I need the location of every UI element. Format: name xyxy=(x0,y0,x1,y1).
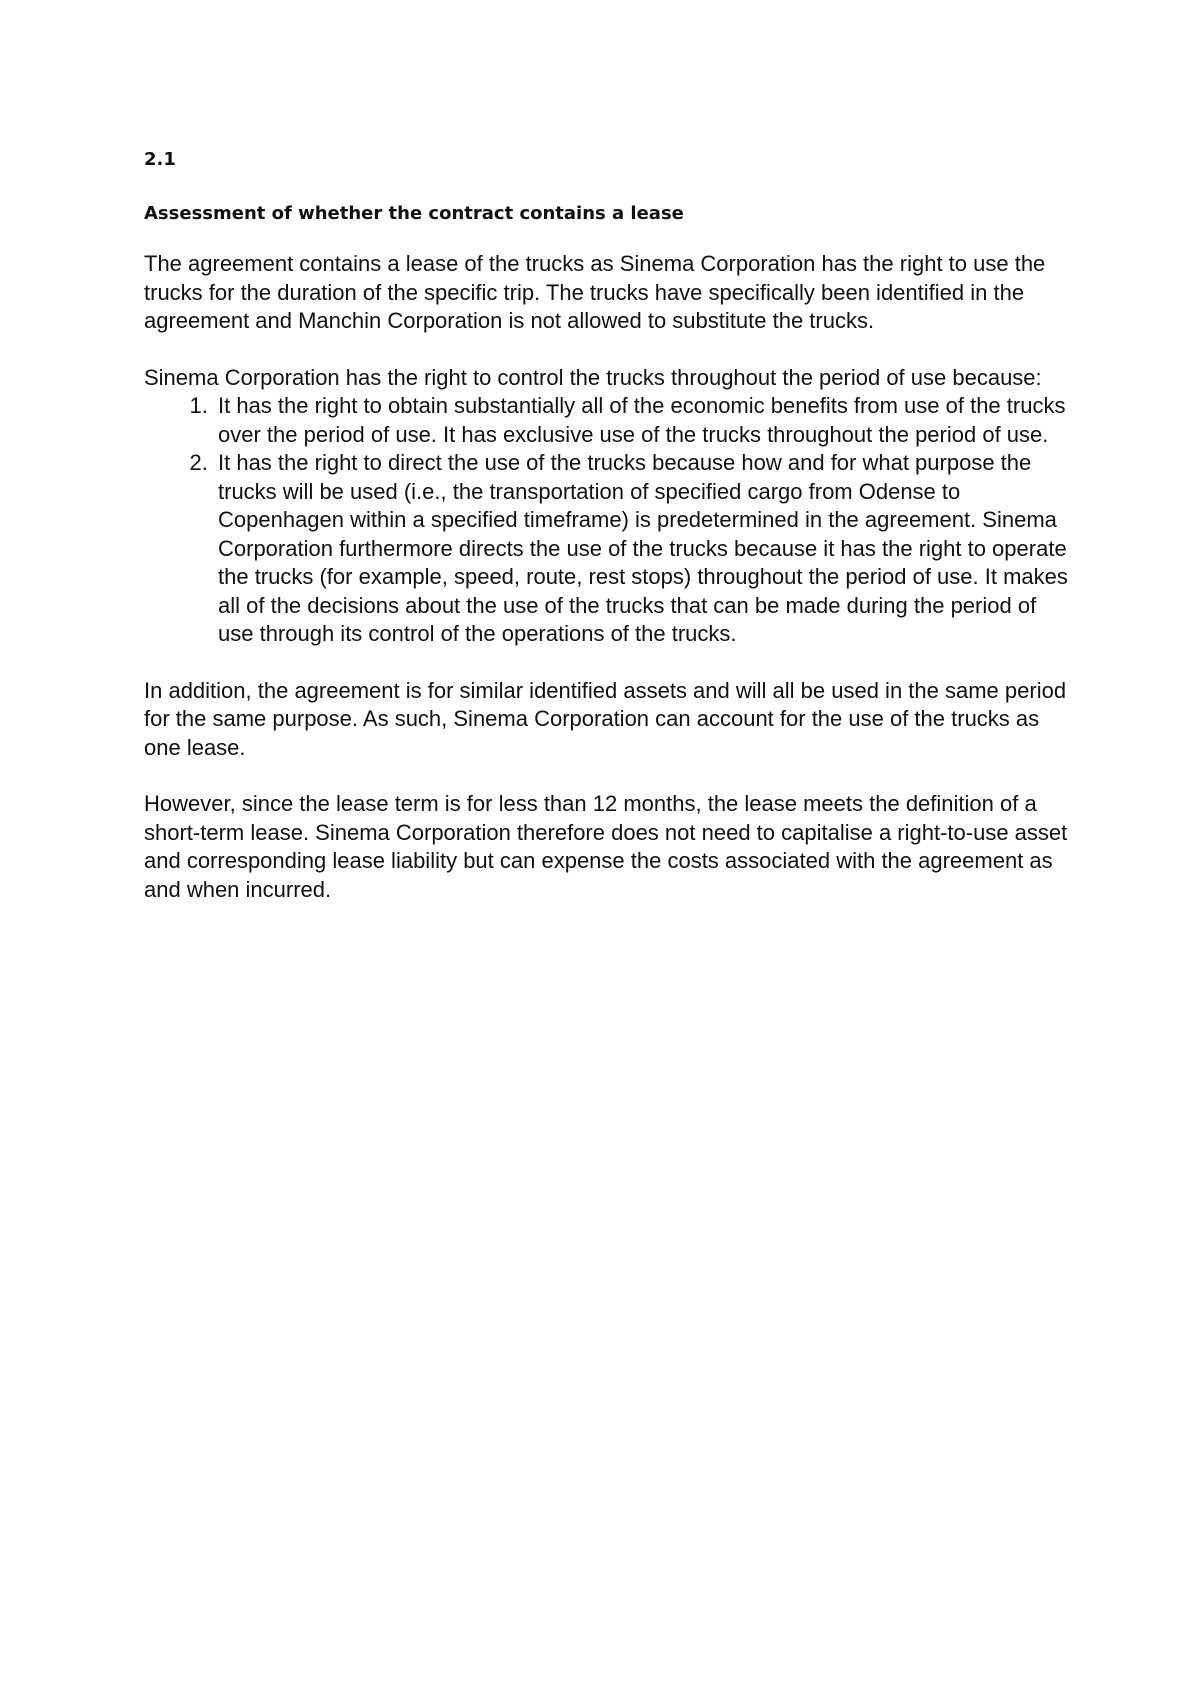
paragraph-lease-identification: The agreement contains a lease of the trucks as Sinema Corporation has the right to use the trucks for the duration of the specific trip. The trucks have specifically been identified in the agreement and Manchin Corporation is not allowed to substitute the trucks. xyxy=(144,251,1046,333)
list-item: 1. It has the right to obtain substantially all of the economic benefits from use of the trucks over the period of use. It has exclusive use of the trucks throughout the period of use. xyxy=(214,392,1076,449)
document-body xyxy=(144,146,1076,932)
control-criteria-list xyxy=(144,392,1076,649)
list-item: 2. It has the right to direct the use of the trucks because how and for what purpose the trucks will be used (i.e., the transportation of specified cargo from Odense to Copenhagen within a specified timeframe) is predetermined in the agreement. Sinema Corporation furthermore directs the use of the trucks because it has the right to operate the trucks (for example, speed, route, rest stops) throughout the period of use. It makes all of the decisions about the use of the trucks that can be made during the period of use through its control of the operations of the trucks. xyxy=(214,449,1076,649)
paragraph-single-lease: In addition, the agreement is for similar identified assets and will all be used in the same period for the same purpose. As such, Sinema Corporation can account for the use of the trucks as one lease. xyxy=(144,677,1067,760)
paragraph-control-intro: Sinema Corporation has the right to control the trucks throughout the period of use because: xyxy=(144,364,1042,390)
paragraph-short-term-lease: However, since the lease term is for less than 12 months, the lease meets the definition of a short-term lease. Sinema Corporation therefore does not need to capitalise a right-to-use asset and corresponding lease liability but can expense the costs associated with the agreement as and when incurred. xyxy=(144,791,1068,902)
section-title: Assessment of whether the contract contains a lease xyxy=(144,203,684,224)
section-number: 2.1 xyxy=(144,149,176,170)
